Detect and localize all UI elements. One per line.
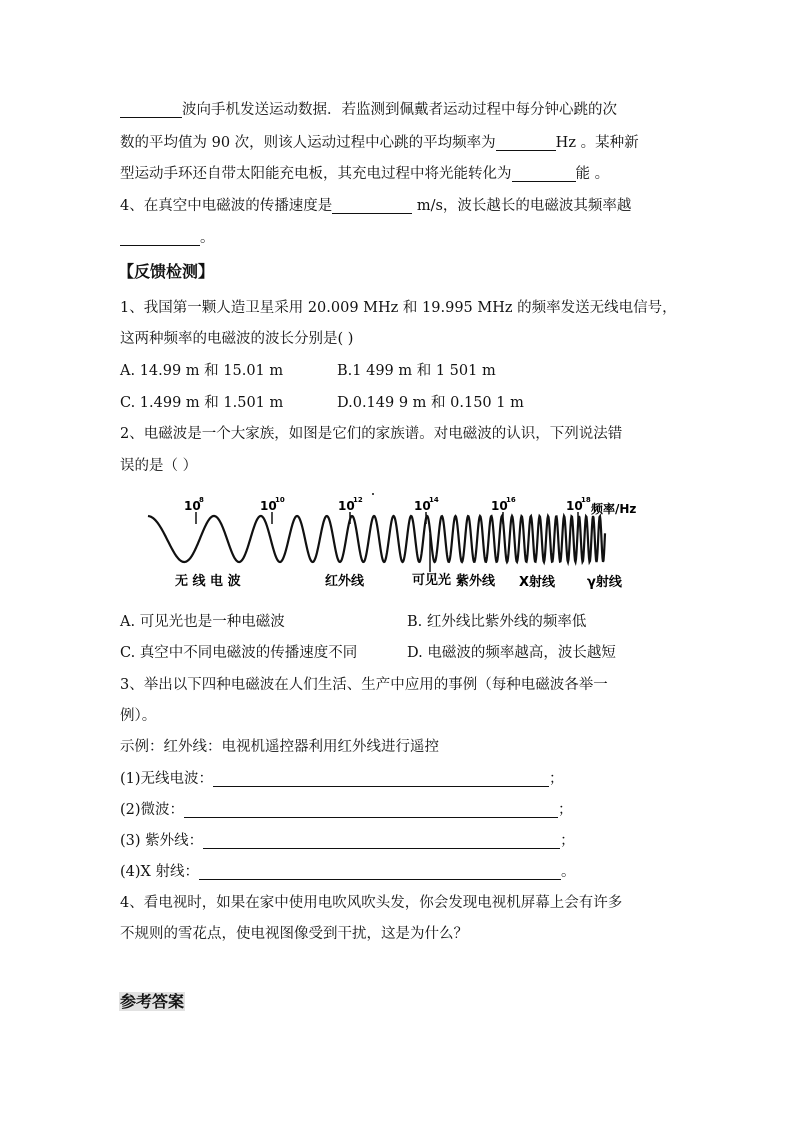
intro-question-4: 4、在真空中电磁波的传播速度是 m/s，波长越长的电磁波其频率越: [120, 198, 632, 214]
frequency-tick-exponent: 14: [429, 496, 439, 504]
band-label-ultraviolet: 紫外线: [456, 574, 496, 589]
frequency-tick-label: 10: [491, 499, 508, 513]
q3-item-radio: (1)无线电波： ；: [120, 771, 564, 787]
answer-line[interactable]: [213, 770, 549, 787]
q1-option-a[interactable]: A. 14.99 m 和 15.01 m: [120, 363, 284, 379]
q1-option-c[interactable]: C. 1.499 m 和 1.501 m: [120, 395, 284, 411]
frequency-tick-exponent: 18: [581, 496, 591, 504]
frequency-tick-exponent: 8: [199, 496, 204, 504]
answer-blank[interactable]: [496, 134, 556, 151]
q3-line-2: 例）。: [120, 708, 157, 724]
answer-section-title: 参考答案: [120, 992, 185, 1011]
q2-line-1: 2、电磁波是一个大家族，如图是它们的家族谱。对电磁波的认识，下列说法错: [120, 426, 623, 442]
q3-item-microwave: (2)微波： ；: [120, 802, 573, 818]
intro-line-3: 型运动手环还自带太阳能充电板，其充电过程中将光能转化为 能 。: [120, 166, 610, 182]
q2-option-c[interactable]: C. 真空中不同电磁波的传播速度不同: [120, 645, 358, 661]
answer-blank[interactable]: [120, 229, 200, 246]
q4-line-1: 4、看电视时，如果在家中使用电吹风吹头发，你会发现电视机屏幕上会有许多: [120, 895, 623, 911]
q1-option-b[interactable]: B.1 499 m 和 1 501 m: [337, 363, 496, 379]
answer-line[interactable]: [184, 801, 558, 818]
q3-line-1: 3、举出以下四种电磁波在人们生活、生产中应用的事例（每种电磁波各举一: [120, 677, 608, 693]
em-wave-curve: [148, 516, 605, 562]
answer-line[interactable]: [199, 863, 561, 880]
section-title: 【反馈检测】: [118, 262, 215, 281]
q2-line-2: 误的是（ ）: [120, 458, 198, 474]
intro-line-2: 数的平均值为 90 次，则该人运动过程中心跳的平均频率为 Hz 。某种新: [120, 135, 639, 151]
q3-example: 示例：红外线：电视机遥控器利用红外线进行遥控: [120, 739, 439, 755]
frequency-tick-label: 10: [338, 499, 355, 513]
q1-option-d[interactable]: D.0.149 9 m 和 0.150 1 m: [337, 395, 524, 411]
q1-line-1: 1、我国第一颗人造卫星采用 20.009 MHz 和 19.995 MHz 的频率发送无线电信号，: [120, 300, 677, 316]
frequency-axis-label: 频率/Hz: [591, 502, 637, 516]
band-label-visible: 可见光: [412, 573, 452, 588]
stray-dot: [372, 493, 374, 495]
answer-blank[interactable]: [120, 101, 182, 118]
answer-line[interactable]: [203, 832, 560, 849]
band-label-xray: X射线: [519, 575, 556, 590]
intro-line-1: 波向手机发送运动数据．若监测到佩戴者运动过程中每分钟心跳的次: [120, 99, 617, 121]
q1-line-2: 这两种频率的电磁波的波长分别是( ): [120, 331, 354, 347]
frequency-tick-label: 10: [260, 499, 277, 513]
q3-item-ultraviolet: (3) 紫外线： ；: [120, 833, 575, 849]
q2-option-d[interactable]: D. 电磁波的频率越高，波长越短: [407, 645, 616, 661]
intro-question-4-cont: 。: [120, 227, 215, 249]
frequency-tick-exponent: 12: [353, 496, 363, 504]
frequency-tick-label: 10: [184, 499, 201, 513]
q2-option-a[interactable]: A. 可见光也是一种电磁波: [120, 614, 285, 630]
em-spectrum-diagram: [0, 490, 794, 600]
q4-line-2: 不规则的雪花点，使电视图像受到干扰，这是为什么？: [120, 926, 468, 942]
band-label-gamma: γ射线: [587, 575, 622, 590]
answer-blank[interactable]: [332, 197, 412, 214]
q3-item-xray: (4)X 射线： 。: [120, 864, 576, 880]
answer-blank[interactable]: [512, 165, 576, 182]
band-label-radio: 无 线 电 波: [175, 574, 241, 589]
band-label-infrared: 红外线: [325, 574, 365, 589]
frequency-tick-label: 10: [414, 499, 431, 513]
frequency-tick-label: 10: [566, 499, 583, 513]
frequency-tick-exponent: 16: [506, 496, 516, 504]
frequency-tick-exponent: 10: [275, 496, 285, 504]
q2-option-b[interactable]: B. 红外线比紫外线的频率低: [407, 614, 587, 630]
